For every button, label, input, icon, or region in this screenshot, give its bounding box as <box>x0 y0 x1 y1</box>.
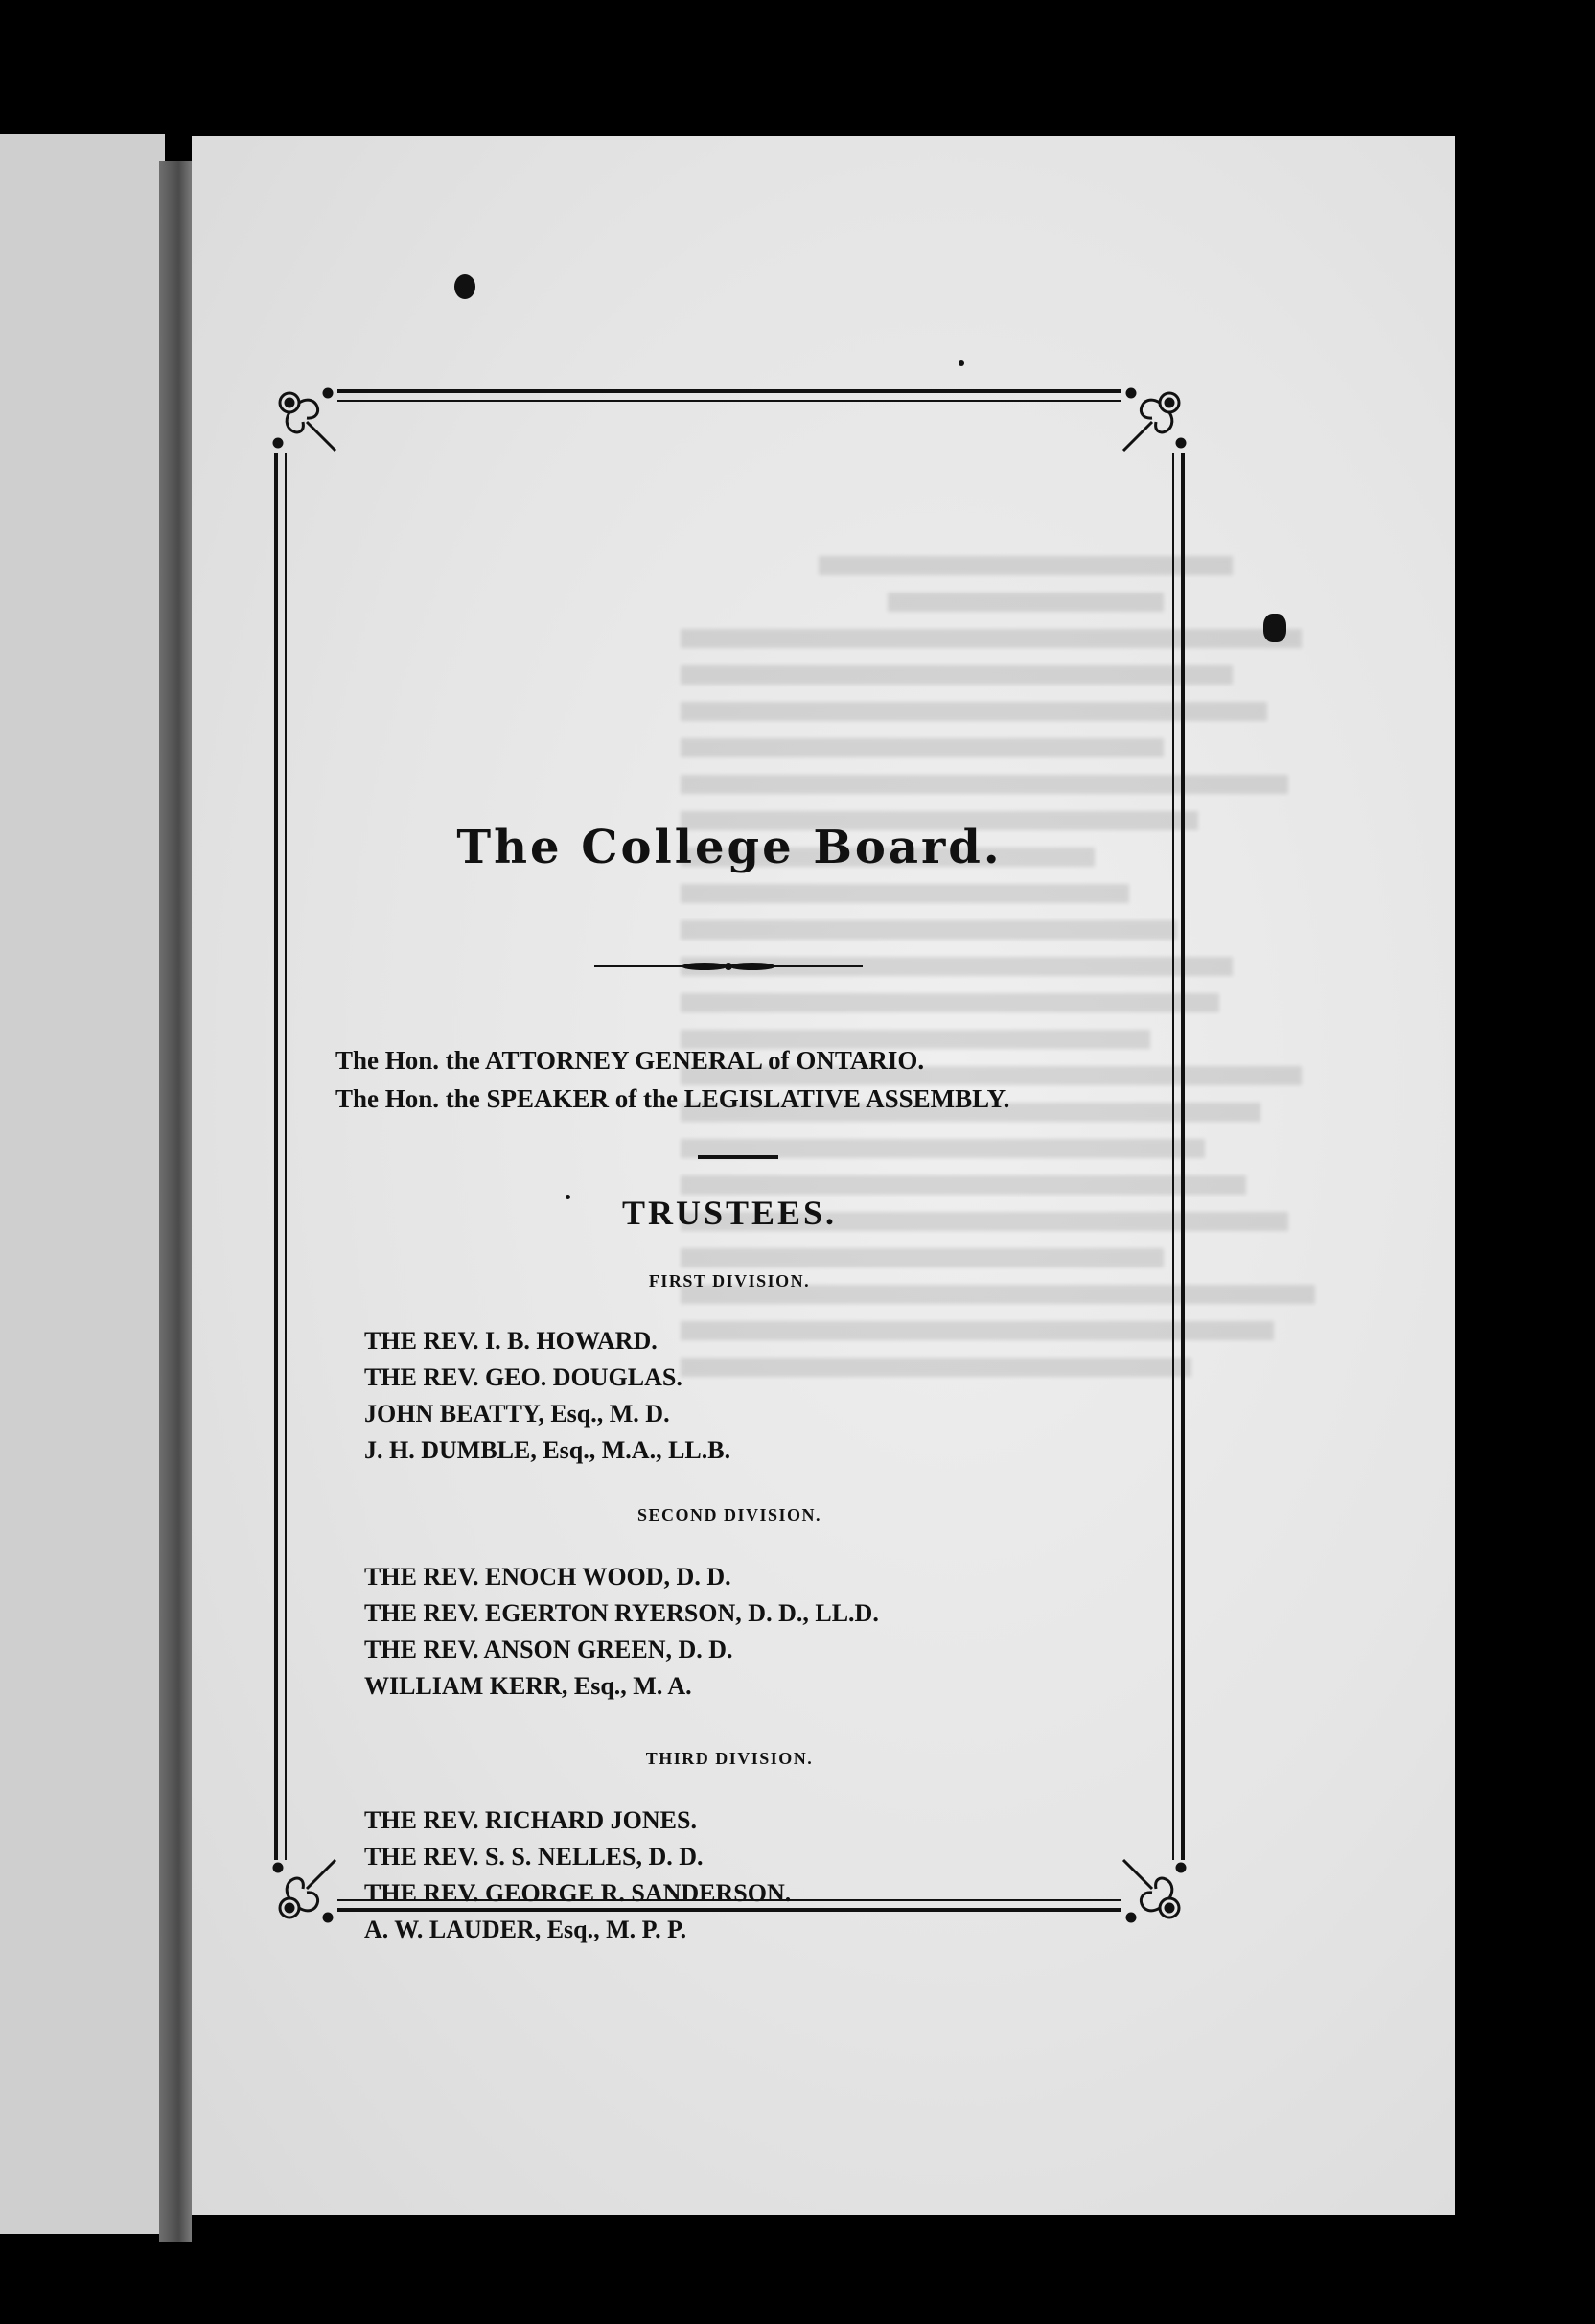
division-label: THIRD DIVISION. <box>645 1749 814 1768</box>
trustee-name: THE REV. EGERTON RYERSON, D. D., LL.D. <box>364 1599 879 1627</box>
trustee-name: A. W. LAUDER, Esq., M. P. P. <box>364 1916 687 1943</box>
official-line: The Hon. the ATTORNEY GENERAL of ONTARIO. <box>335 1046 925 1075</box>
trustee-name: THE REV. ANSON GREEN, D. D. <box>364 1636 733 1663</box>
trustee-name: THE REV. S. S. NELLES, D. D. <box>364 1843 704 1871</box>
official-line: The Hon. the SPEAKER of the LEGISLATIVE ASSEMBLY. <box>335 1084 1010 1113</box>
ornamental-rule <box>594 959 863 974</box>
division-members <box>364 1323 1169 1469</box>
trustee-name: THE REV. GEORGE R. SANDERSON. <box>364 1879 792 1907</box>
page-title: The College Board. <box>456 821 1003 874</box>
division-label: FIRST DIVISION. <box>648 1271 811 1290</box>
ink-speck <box>454 274 475 299</box>
ink-speck <box>1263 614 1286 642</box>
trustee-name: JOHN BEATTY, Esq., M. D. <box>364 1400 670 1428</box>
trustee-name: THE REV. I. B. HOWARD. <box>364 1327 658 1355</box>
division-label: SECOND DIVISION. <box>636 1505 822 1524</box>
trustee-name: THE REV. ENOCH WOOD, D. D. <box>364 1563 731 1591</box>
ex-officio-members <box>335 1041 1198 1118</box>
trustee-name: WILLIAM KERR, Esq., M. A. <box>364 1672 692 1700</box>
trustees-heading: TRUSTEES. <box>621 1194 838 1232</box>
trustee-name: THE REV. GEO. DOUGLAS. <box>364 1363 682 1391</box>
division-members <box>364 1559 1169 1705</box>
trustee-name: THE REV. RICHARD JONES. <box>364 1806 697 1834</box>
short-rule <box>698 1155 778 1159</box>
division-members <box>364 1802 1169 1948</box>
facing-page-edge <box>0 134 165 2234</box>
trustee-name: J. H. DUMBLE, Esq., M.A., LL.B. <box>364 1436 731 1464</box>
page-content <box>268 383 1190 1943</box>
book-spine <box>159 161 192 2242</box>
ink-speck <box>959 360 964 366</box>
